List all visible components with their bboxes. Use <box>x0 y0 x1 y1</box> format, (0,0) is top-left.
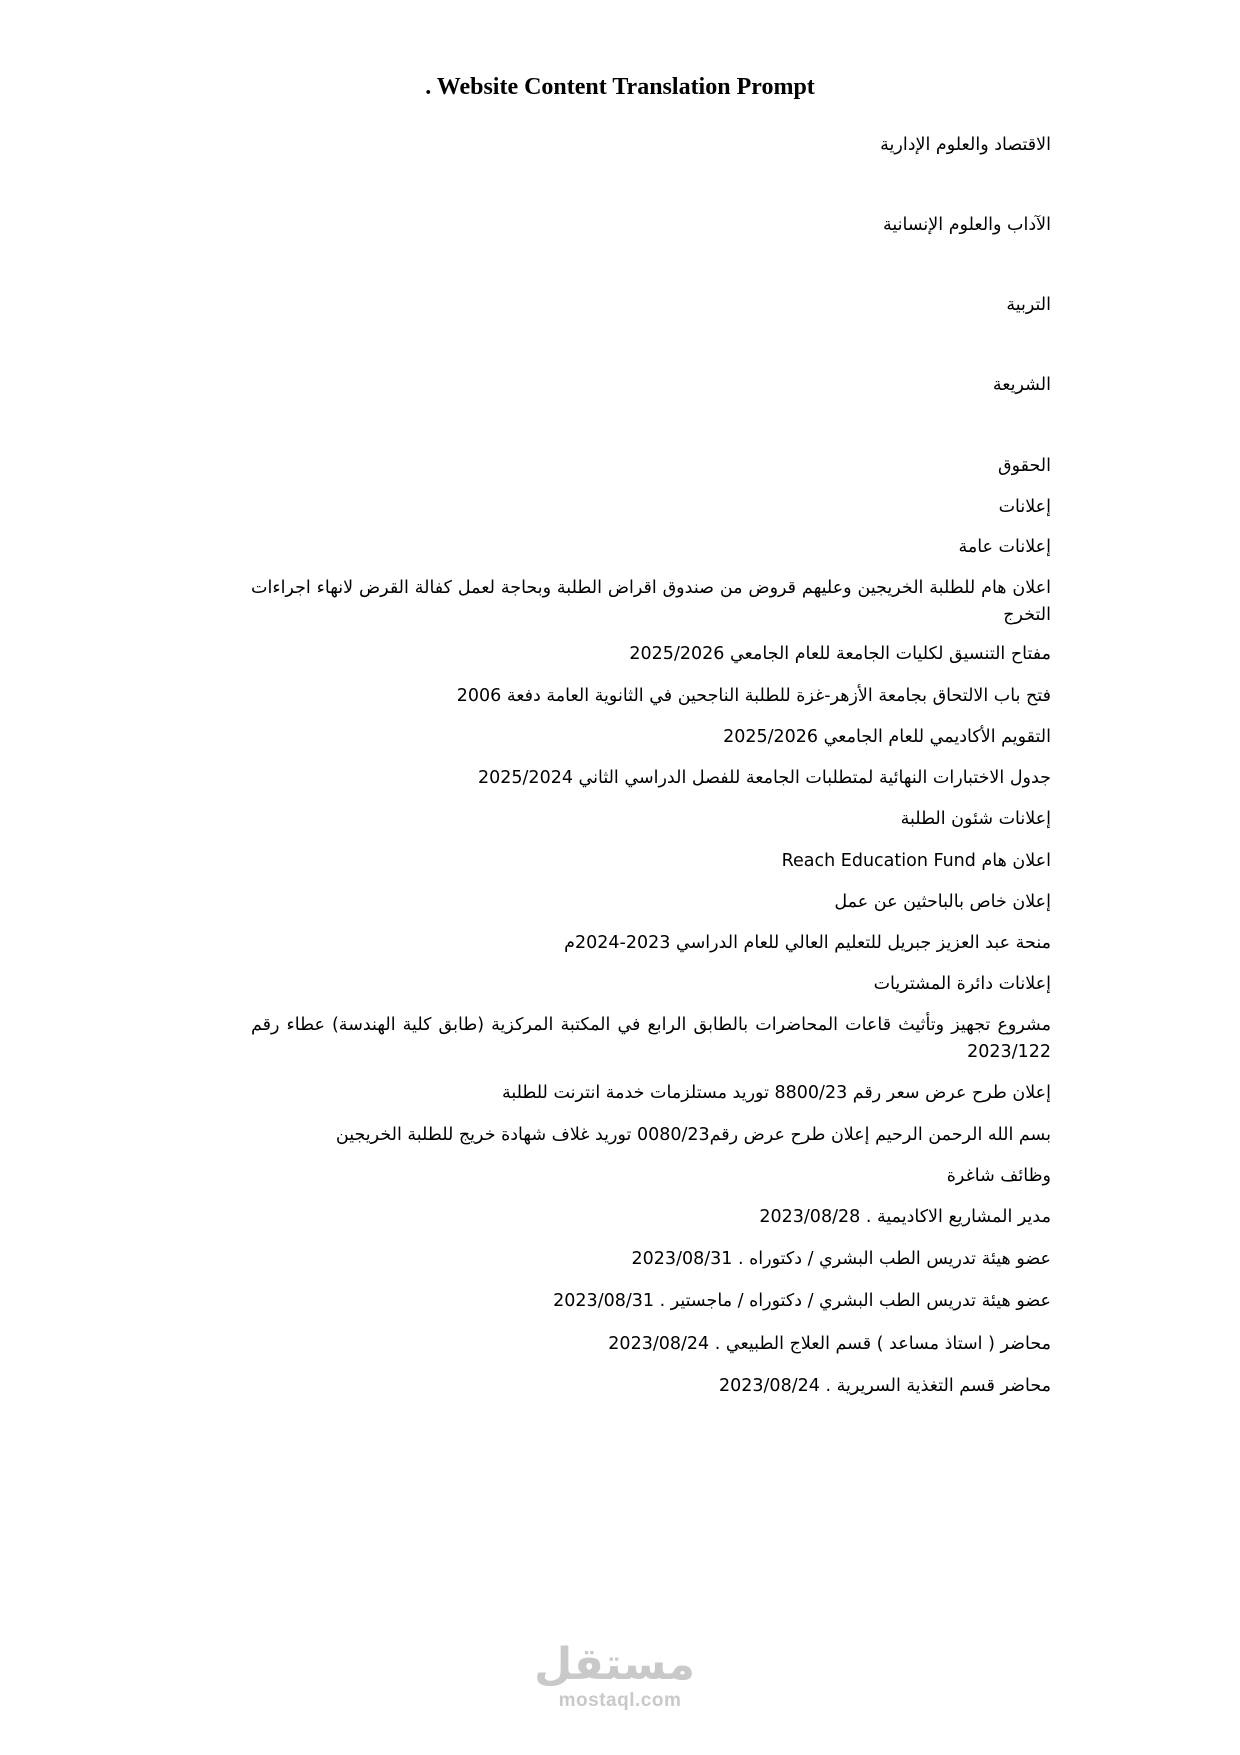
section-heading: إعلانات دائرة المشتريات <box>873 974 1051 994</box>
section-heading: إعلانات شئون الطلبة <box>900 809 1051 829</box>
text-line: إعلان خاص بالباحثين عن عمل <box>834 892 1051 912</box>
text-line: الحقوق <box>998 456 1051 476</box>
text-line: مدير المشاريع الاكاديمية . 2023/08/28 <box>759 1207 1051 1227</box>
text-line: محاضر ( استاذ مساعد ) قسم العلاج الطبيعي . 2023/08/24 <box>608 1334 1051 1354</box>
text-line: فتح باب الالتحاق بجامعة الأزهر-غزة للطلبة الناجحين في الثانوية العامة دفعة 2006 <box>456 686 1051 706</box>
text-line: جدول الاختبارات النهائية لمتطلبات الجامعة للفصل الدراسي الثاني 2025/2024 <box>478 768 1051 788</box>
text-line: منحة عبد العزيز جبريل للتعليم العالي للعام الدراسي 2023-2024م <box>564 933 1051 953</box>
text-line: بسم الله الرحمن الرحيم إعلان طرح عرض رقم0080/23 توريد غلاف شهادة خريج للطلبة الخريجين <box>335 1125 1051 1145</box>
text-line: عضو هيئة تدريس الطب البشري / دكتوراه / ماجستير . 2023/08/31 <box>553 1291 1051 1311</box>
text-line: إعلان طرح عرض سعر رقم 8800/23 توريد مستلزمات خدمة انترنت للطلبة <box>501 1083 1051 1103</box>
mostaql-watermark <box>534 1639 695 1712</box>
text-line: الاقتصاد والعلوم الإدارية <box>880 135 1051 155</box>
text-line: التقويم الأكاديمي للعام الجامعي 2025/2026 <box>723 727 1051 747</box>
watermark-latin: mostaql.com <box>558 1690 682 1711</box>
text-line: اعلان هام للطلبة الخريجين وعليهم قروض من صندوق اقراض الطلبة وبحاجة لعمل كفالة القرض لانهاء اجراءات التخرج <box>251 578 1051 625</box>
watermark-arabic: مستقل <box>534 1639 695 1690</box>
section-heading: إعلانات <box>998 497 1051 517</box>
text-line: اعلان هام Reach Education Fund <box>781 851 1051 871</box>
text-line: مشروع تجهيز وتأثيث قاعات المحاضرات بالطابق الرابع في المكتبة المركزية (طابق كلية الهندسة) عطاء رقم 2023/122 <box>251 1015 1051 1062</box>
section-heading: إعلانات عامة <box>958 537 1051 557</box>
document-title: . Website Content Translation Prompt <box>425 74 815 100</box>
text-line: الآداب والعلوم الإنسانية <box>882 215 1051 235</box>
text-line: التربية <box>1006 295 1051 315</box>
section-heading: وظائف شاغرة <box>946 1166 1051 1186</box>
text-line: محاضر قسم التغذية السريرية . 2023/08/24 <box>719 1376 1051 1396</box>
text-line: الشريعة <box>992 375 1051 395</box>
text-line: عضو هيئة تدريس الطب البشري / دكتوراه . 2023/08/31 <box>631 1249 1051 1269</box>
text-line: مفتاح التنسيق لكليات الجامعة للعام الجامعي 2025/2026 <box>629 644 1051 664</box>
